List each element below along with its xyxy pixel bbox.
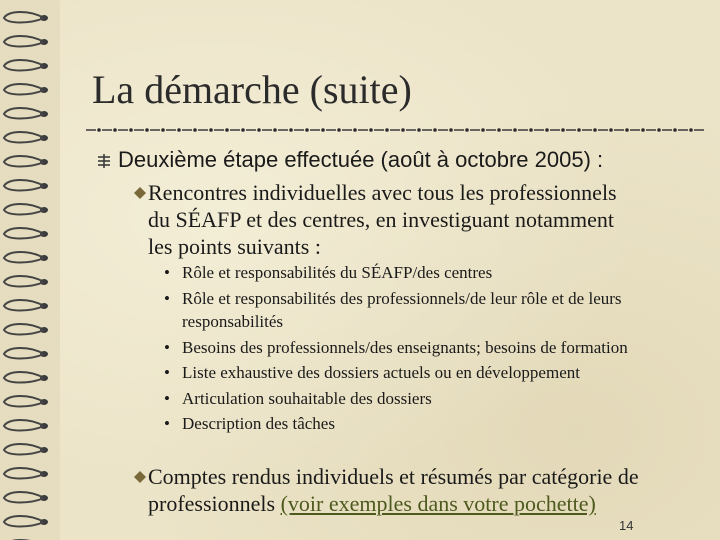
divider-dot: [209, 128, 213, 132]
ornament-bullet-icon: [94, 151, 114, 171]
pochette-link[interactable]: (voir exemples dans votre pochette): [280, 491, 596, 516]
divider-dot: [401, 128, 405, 132]
point2-line-1: Comptes rendus individuels et résumés par catégorie de: [148, 464, 639, 489]
divider-dot: [337, 128, 341, 132]
divider-dot: [305, 128, 309, 132]
divider-dot: [177, 128, 181, 132]
divider-dot: [113, 128, 117, 132]
divider-dot: [657, 128, 661, 132]
page-number: 14: [619, 518, 634, 533]
divider-dot: [353, 128, 357, 132]
divider-dot: [689, 128, 693, 132]
point-comptes-rendus: [148, 463, 639, 517]
point2-line-2: [148, 490, 639, 517]
divider-dot: [609, 128, 613, 132]
divider-dot: [289, 128, 293, 132]
divider-dot: [321, 128, 325, 132]
level1-text: Deuxième étape effectuée (août à octobre 2005) :: [118, 147, 604, 172]
point1-line-3: les points suivants :: [148, 234, 321, 259]
list-item: • Liste exhaustive des dossiers actuels ou en développement: [164, 361, 684, 385]
list-item: • Articulation souhaitable des dossiers: [164, 387, 684, 411]
divider-dot: [465, 128, 469, 132]
divider-dot: [577, 128, 581, 132]
divider-dot: [273, 128, 277, 132]
divider-dot: [449, 128, 453, 132]
divider-dot: [481, 128, 485, 132]
divider-dot: [497, 128, 501, 132]
list-item: • Rôle et responsabilités des professionnels/de leur rôle et de leurs responsabilités: [164, 287, 684, 334]
divider-dot: [129, 128, 133, 132]
diamond-bullet-icon: [134, 471, 146, 483]
list-item: • Description des tâches: [164, 412, 684, 436]
divider-dot: [145, 128, 149, 132]
divider-dot: [225, 128, 229, 132]
point1-line-2: du SÉAFP et des centres, en investiguant notamment: [148, 207, 614, 232]
divider-dot: [529, 128, 533, 132]
divider-dot: [193, 128, 197, 132]
divider-dot: [417, 128, 421, 132]
divider-dot: [641, 128, 645, 132]
divider-dot: [513, 128, 517, 132]
divider-dot: [673, 128, 677, 132]
list-item: • Besoins des professionnels/des enseignants; besoins de formation: [164, 336, 684, 360]
point1-line-1: Rencontres individuelles avec tous les professionnels: [148, 180, 617, 205]
divider-dot: [97, 128, 101, 132]
diamond-bullet-icon: [134, 187, 146, 199]
divider-dot: [369, 128, 373, 132]
divider-dot: [561, 128, 565, 132]
divider-dot: [241, 128, 245, 132]
list-item: • Rôle et responsabilités du SÉAFP/des centres: [164, 261, 684, 285]
subpoint-list: [164, 261, 684, 438]
divider-dot: [545, 128, 549, 132]
point2-text: professionnels: [148, 491, 281, 516]
divider-dot: [385, 128, 389, 132]
divider-dot: [161, 128, 165, 132]
slide-title: La démarche (suite): [92, 67, 412, 112]
title-divider: [86, 124, 706, 136]
divider-dot: [625, 128, 629, 132]
divider-dot: [433, 128, 437, 132]
spiral-binding: [0, 0, 60, 540]
point-rencontres: [148, 179, 617, 260]
level1-heading: [94, 145, 603, 175]
divider-dot: [257, 128, 261, 132]
divider-dot: [593, 128, 597, 132]
